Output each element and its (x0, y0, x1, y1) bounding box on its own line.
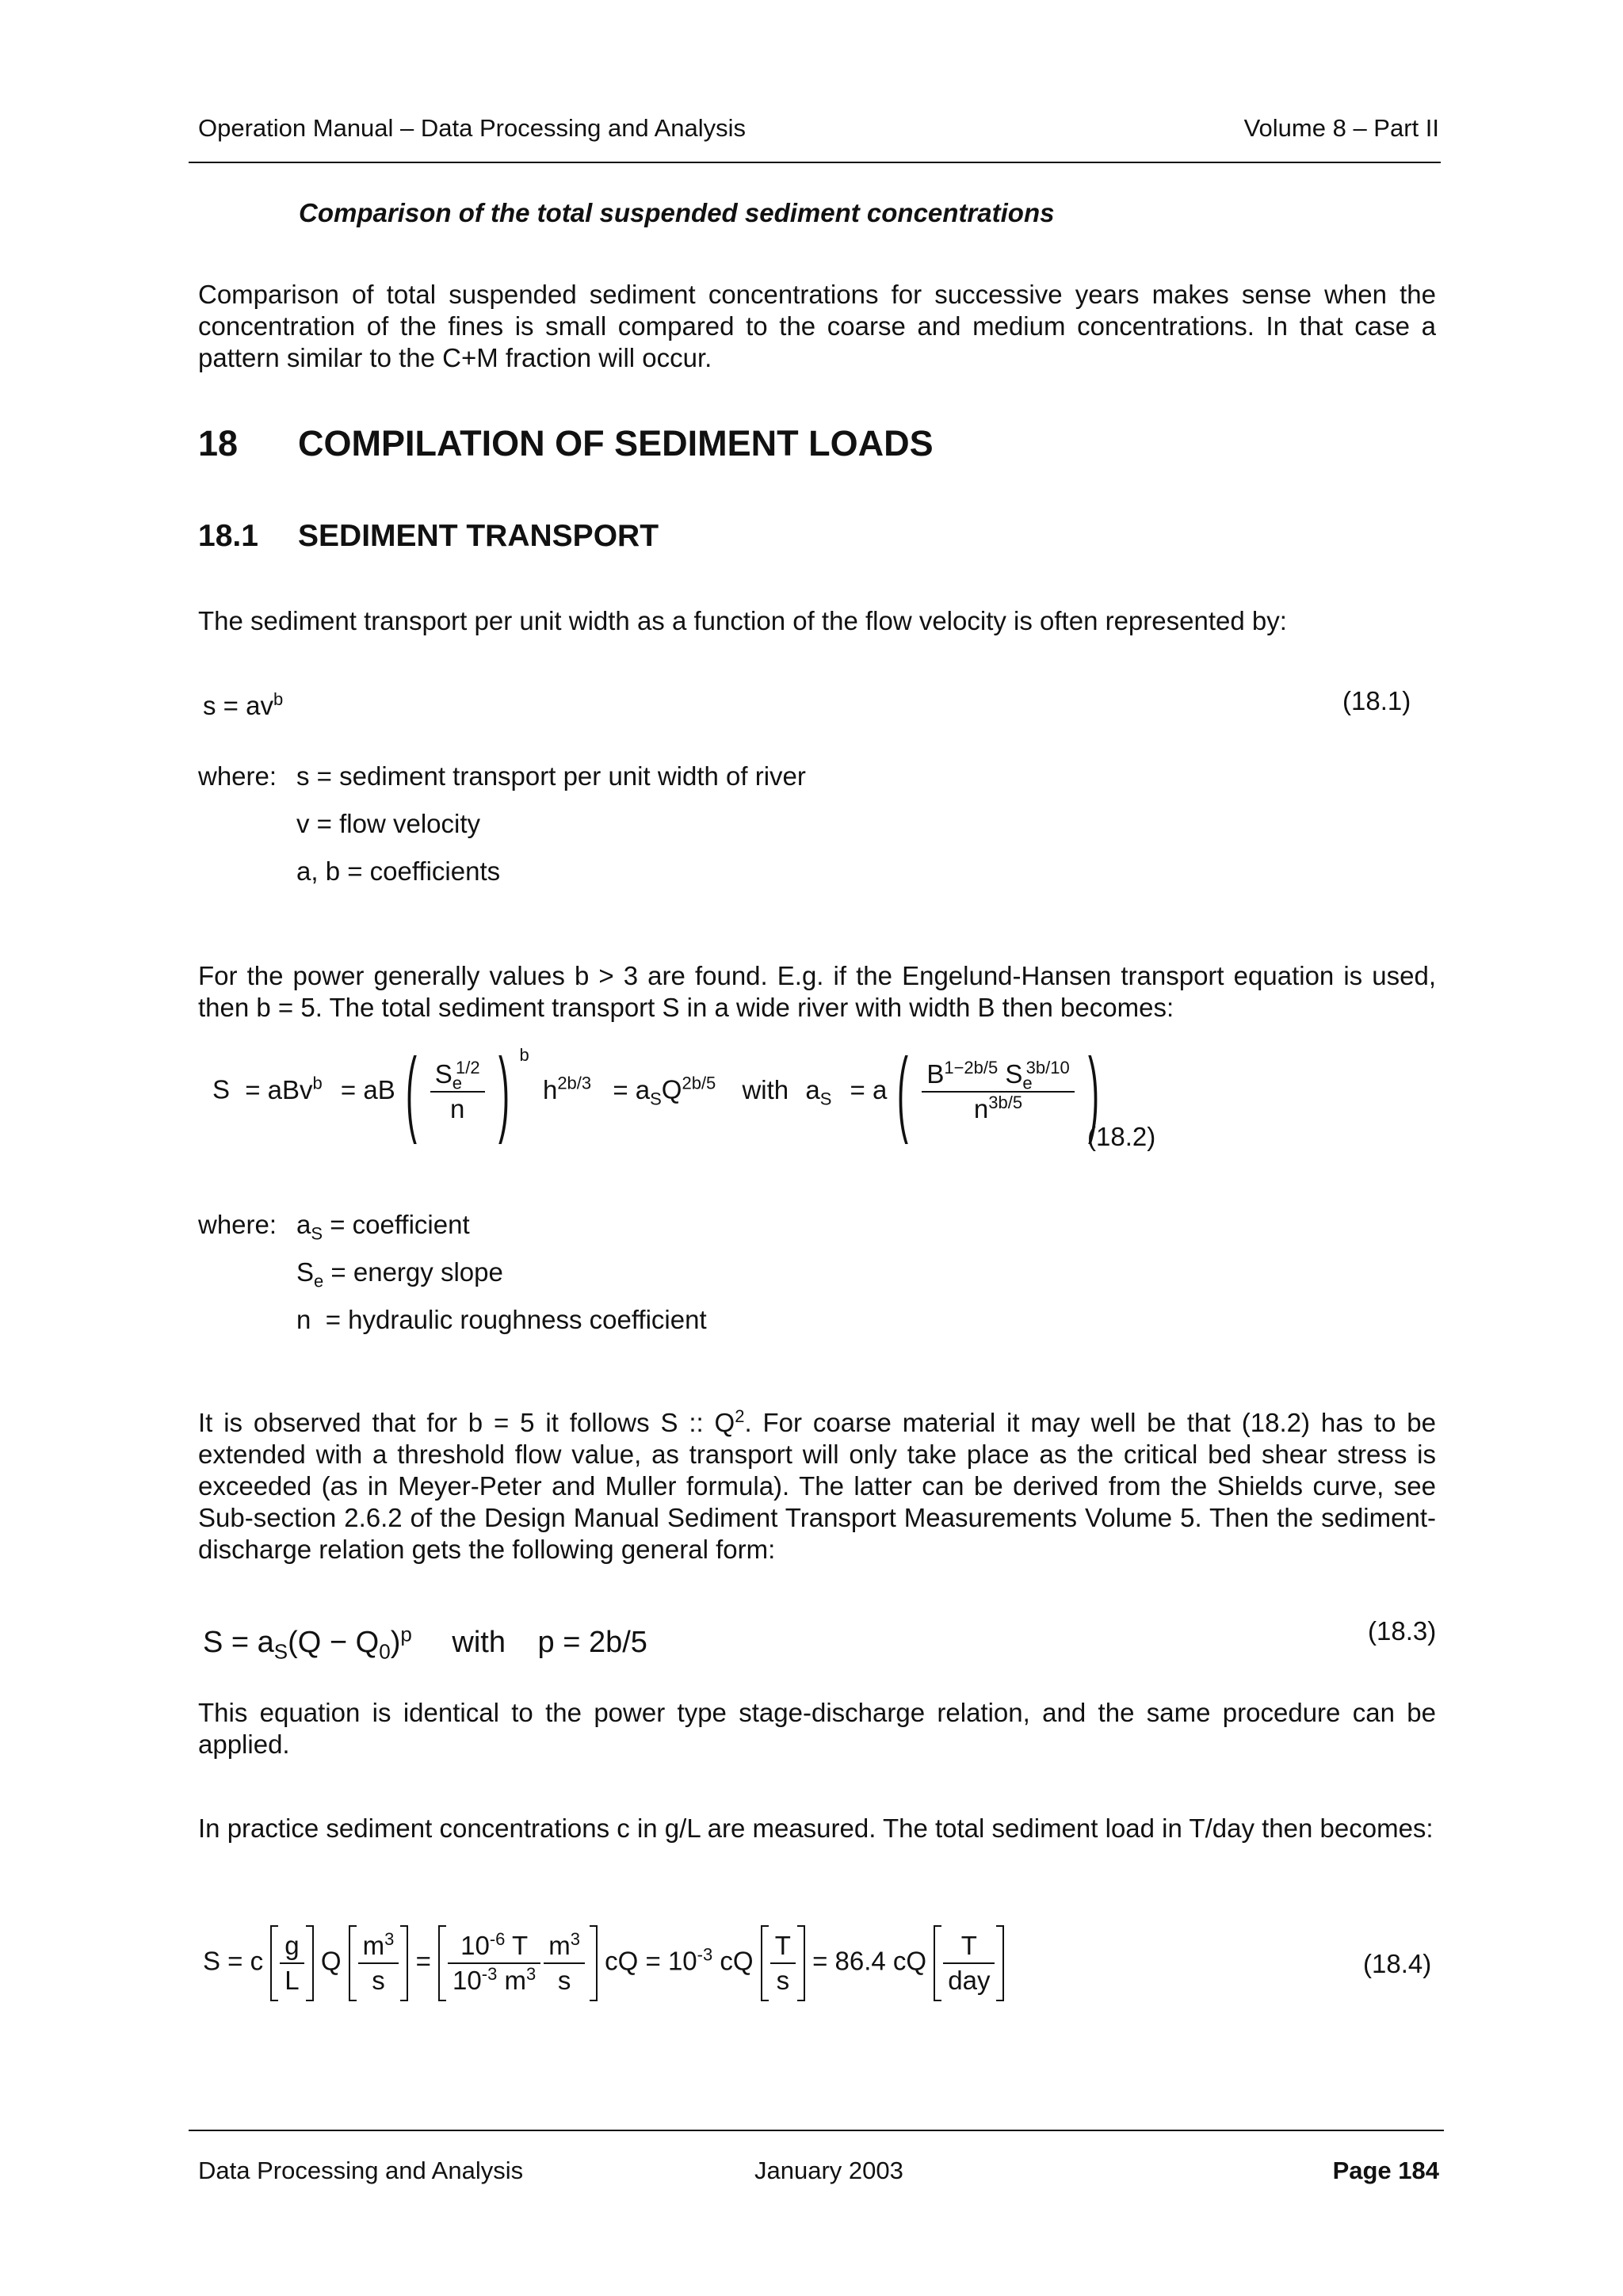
subsection-heading (198, 519, 659, 554)
where1-item-s: s = sediment transport per unit width of river (296, 761, 806, 791)
equation-number-18-4: (18.4) (1363, 1949, 1432, 1978)
equation-number-18-2: (18.2) (1087, 1122, 1156, 1151)
paragraph-4: It is observed that for b = 5 it follows S :: $Q^2$. For coarse material it may well be that (18.2) has to be extended with a threshold flow value, as transport will only take place as the critical bed shear stress is exceeded (as in Meyer-Peter and Muller formula). The latter can be derived from the Shields curve, see Sub-section 2.6.2 of the Design Manual Sediment Transport Measurements Volume 5. Then the sediment-discharge relation gets the following general form: (198, 1406, 1436, 1564)
equation-18-3: $S = a_S(Q - Q_0)^p$ with p = 2b/5 (203, 1622, 647, 1664)
equation-18-2: S = aBv$^b$ = aB ( $\frac{S_e^{1/2}}{n}$ ) $^b$ $h^{2b/3} = a_SQ^{2b/5}$ with $a_S = a$ ( $\frac{B^{1-2b/5} S_e^{3b/10}}{n^{3b/5}}$ ) (212, 1039, 1099, 1145)
header-rule (189, 162, 1441, 163)
where2-item-n: n = hydraulic roughness coefficient (296, 1305, 707, 1334)
section-heading (198, 423, 934, 464)
section-title: COMPILATION OF SEDIMENT LOADS (298, 423, 934, 463)
paragraph-2: The sediment transport per unit width as a function of the flow velocity is often represented by: (198, 606, 1287, 635)
subsection-title: SEDIMENT TRANSPORT (298, 519, 659, 553)
paragraph-1: Comparison of total suspended sediment concentrations for successive years makes sense when the concentration of the fines is small compared to the coarse and medium concentrations. In that case a pattern similar to the C+M fraction will occur. (198, 280, 1436, 372)
where2-item-as: $a_S$ = coefficient (296, 1210, 470, 1244)
equation-18-4: S = c $\frac{g}{L}$ Q $\frac{m^3}{s}$ = $\frac{10^{-6} T}{10^{-3} m^3}$ $\frac{m^3}{s}$ cQ = $10^{-3}$ cQ $\frac{T}{s}$ = 86.4 cQ $\frac{T}{\text{day}}$ (203, 1925, 1004, 2001)
subheading: Comparison of the total suspended sediment concentrations (299, 198, 1055, 227)
where1-item-v: v = flow velocity (296, 809, 480, 838)
paragraph-3: For the power generally values b > 3 are found. E.g. if the Engelund-Hansen transport equation is used, then b = 5. The total sediment transport S in a wide river with width B then becomes: (198, 961, 1436, 1022)
equation-18-1: $s = av^b$ (203, 689, 284, 720)
header-left: Operation Manual – Data Processing and Analysis (198, 114, 747, 142)
footer-center: January 2003 (754, 2157, 903, 2184)
footer-page-number: Page 184 (1332, 2157, 1439, 2184)
paragraph-5: This equation is identical to the power type stage-discharge relation, and the same procedure can be applied. (198, 1698, 1436, 1759)
footer-left: Data Processing and Analysis (198, 2157, 524, 2184)
header-right: Volume 8 – Part II (1243, 114, 1439, 142)
equation-number-18-3: (18.3) (1368, 1616, 1437, 1646)
paragraph-6: In practice sediment concentrations c in g/L are measured. The total sediment load in T/day then becomes: (198, 1814, 1434, 1843)
footer-rule (189, 2130, 1444, 2131)
where2-item-se: $S_e$ = energy slope (296, 1257, 503, 1291)
equation-number-18-1: (18.1) (1342, 686, 1411, 715)
subsection-number: 18.1 (198, 519, 258, 553)
where1-item-ab: a, b = coefficients (296, 856, 501, 886)
section-number: 18 (198, 423, 239, 463)
